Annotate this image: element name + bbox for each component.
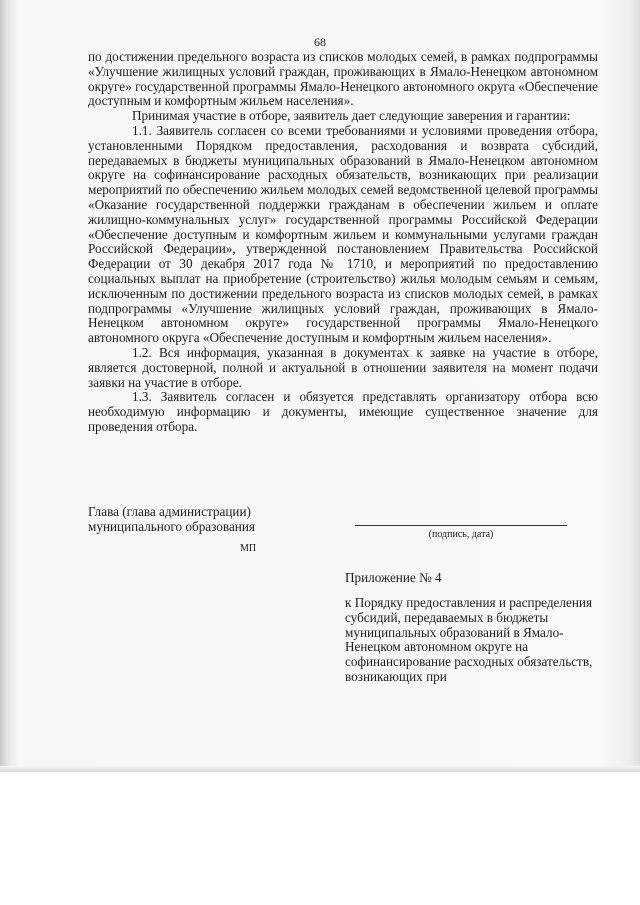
paragraph: по достижении предельного возраста из списков молодых семей, в рамках подпрограммы «Улучшение жилищных условий граждан, проживающих в Ямало-Ненецком автономном округе» государственной программы Ямало-Ненецкого автономного округа «Обеспечение доступным и комфортным жильем населения».: [88, 49, 598, 109]
paragraph-1-1: 1.1. Заявитель согласен со всеми требованиями и условиями проведения отбора, установленными Порядком предоставления, расходования и возврата субсидий, передаваемых в бюджеты муниципальных образований в Ямало-Ненецком автономном округе на софинансирование расходных обязательств, возникающих при реализации мероприятий по обеспечению жильем молодых семей ведомственной целевой программы «Оказание государственной поддержки гражданам в обеспечении жильем и оплате жилищно-коммунальных услуг» государственной программы Российской Федерации «Обеспечение доступным и комфортным жильем и коммунальными услугами граждан Российской Федерации», утвержденной постановлением Правительства Российской Федерации от 30 декабря 2017 года № 1710, и мероприятий по предоставлению социальных выплат на приобретение (строительство) жилья молодым семьям и семьям, исключенным по достижении предельного возраста из списков молодых семей, в рамках подпрограммы «Улучшение жилищных условий граждан, проживающих в Ямало-Ненецком автономном округе» государственной программы Ямало-Ненецкого автономного округа «Обеспечение доступным и комфортным жильем населения».: [88, 122, 598, 346]
stamp-place: МП: [240, 543, 257, 554]
signature-caption: (подпись, дата): [428, 529, 494, 540]
document-body: [88, 50, 598, 435]
page-number: 68: [314, 35, 326, 49]
appendix-description: к Порядку предоставления и распределения субсидий, передаваемых в бюджеты муниципальных образований в Ямало-Ненецком автономном округе на софинансирование расходных обязательств, возникающих при: [345, 595, 593, 684]
signatory-line-2: муниципального образования: [88, 519, 255, 534]
paragraph: Принимая участие в отборе, заявитель дает следующие заверения и гарантии:: [132, 108, 571, 124]
appendix-title: Приложение № 4: [345, 570, 442, 585]
paragraph-1-3: 1.3. Заявитель согласен и обязуется представлять организатору отбора всю необходимую информацию и документы, имеющие существенное значение для проведения отбора.: [88, 389, 598, 434]
signatory-title: [88, 504, 255, 534]
paragraph-1-2: 1.2. Вся информация, указанная в документах к заявке на участие в отборе, является достоверной, полной и актуальной в отношении заявителя на момент подачи заявки на участие в отборе.: [88, 344, 598, 390]
signatory-line-1: Глава (глава администрации): [88, 504, 251, 519]
signature-line: [355, 525, 567, 526]
